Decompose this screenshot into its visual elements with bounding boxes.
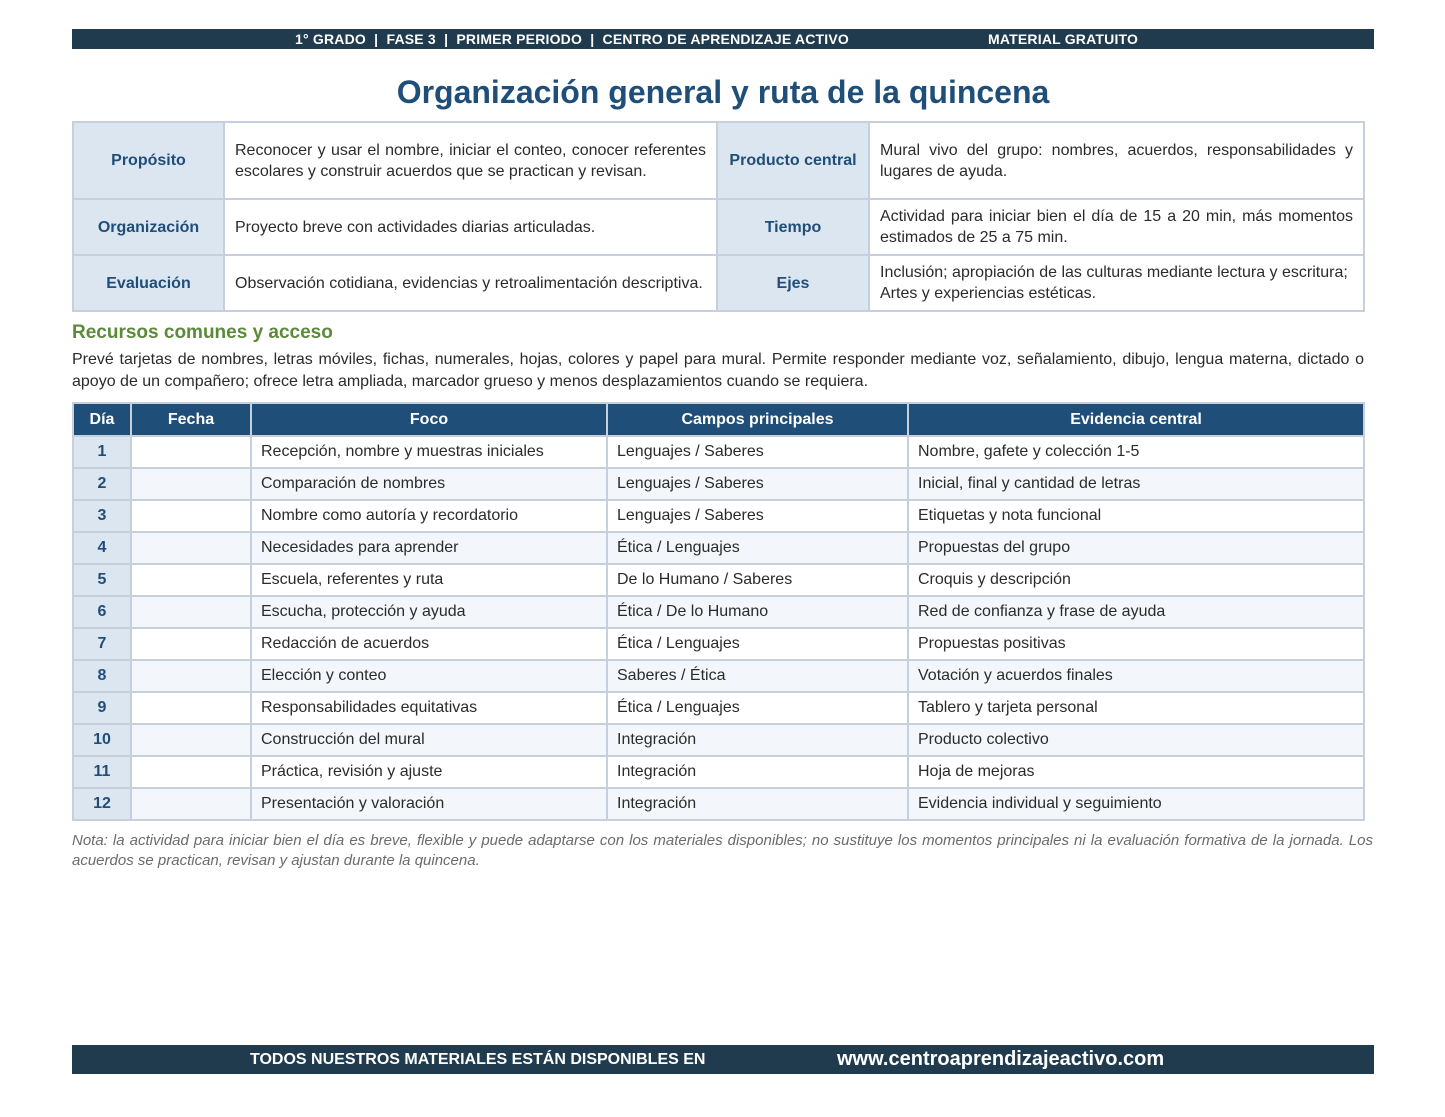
focus-cell: Necesidades para aprender bbox=[251, 532, 607, 564]
value-ejes: Inclusión; apropiación de las culturas mediante lectura y escritura; Artes y experiencias estéticas. bbox=[869, 255, 1364, 311]
route-table bbox=[72, 402, 1365, 821]
day-cell: 4 bbox=[73, 532, 131, 564]
table-row bbox=[73, 756, 1364, 788]
date-cell[interactable] bbox=[131, 564, 251, 596]
info-row-organizacion bbox=[73, 199, 1364, 255]
date-cell[interactable] bbox=[131, 788, 251, 820]
info-row-proposito bbox=[73, 122, 1364, 199]
day-cell: 9 bbox=[73, 692, 131, 724]
focus-cell: Presentación y valoración bbox=[251, 788, 607, 820]
focus-cell: Práctica, revisión y ajuste bbox=[251, 756, 607, 788]
label-producto-central: Producto central bbox=[717, 122, 869, 199]
evidence-cell: Nombre, gafete y colección 1-5 bbox=[908, 436, 1364, 468]
day-cell: 3 bbox=[73, 500, 131, 532]
day-cell: 10 bbox=[73, 724, 131, 756]
date-cell[interactable] bbox=[131, 724, 251, 756]
header-band bbox=[72, 29, 1374, 49]
table-row bbox=[73, 532, 1364, 564]
label-tiempo: Tiempo bbox=[717, 199, 869, 255]
evidence-cell: Croquis y descripción bbox=[908, 564, 1364, 596]
day-cell: 2 bbox=[73, 468, 131, 500]
date-cell[interactable] bbox=[131, 500, 251, 532]
date-cell[interactable] bbox=[131, 596, 251, 628]
date-cell[interactable] bbox=[131, 660, 251, 692]
table-row bbox=[73, 564, 1364, 596]
note: Nota: la actividad para iniciar bien el día es breve, flexible y puede adaptarse con los materiales disponibles; no sustituye los momentos principales ni la evaluación formativa de la jornada. Los acuerdos se practican, revisan y ajustan durante la quincena. bbox=[72, 832, 1373, 869]
evidence-cell: Evidencia individual y seguimiento bbox=[908, 788, 1364, 820]
label-evaluacion: Evaluación bbox=[73, 255, 224, 311]
footer-url[interactable]: www.centroaprendizajeactivo.com bbox=[837, 1048, 1165, 1070]
date-cell[interactable] bbox=[131, 436, 251, 468]
table-row bbox=[73, 660, 1364, 692]
focus-cell: Construcción del mural bbox=[251, 724, 607, 756]
label-ejes: Ejes bbox=[717, 255, 869, 311]
evidence-cell: Propuestas del grupo bbox=[908, 532, 1364, 564]
fields-cell: Integración bbox=[607, 788, 908, 820]
value-organizacion: Proyecto breve con actividades diarias articuladas. bbox=[224, 199, 717, 255]
focus-cell: Comparación de nombres bbox=[251, 468, 607, 500]
day-cell: 11 bbox=[73, 756, 131, 788]
info-row-evaluacion bbox=[73, 255, 1364, 311]
route-body bbox=[73, 436, 1364, 820]
header-free-material: MATERIAL GRATUITO bbox=[988, 31, 1139, 47]
day-cell: 12 bbox=[73, 788, 131, 820]
focus-cell: Escuela, referentes y ruta bbox=[251, 564, 607, 596]
table-row bbox=[73, 500, 1364, 532]
day-cell: 6 bbox=[73, 596, 131, 628]
focus-cell: Redacción de acuerdos bbox=[251, 628, 607, 660]
resources-text: Prevé tarjetas de nombres, letras móviles, fichas, numerales, hojas, colores y papel para mural. Permite responder mediante voz, señalamiento, dibujo, lengua materna, dictado o apoyo de un compañero; ofrece letra ampliada, marcador grueso y menos desplazamientos cuando se requiera. bbox=[72, 351, 1364, 390]
date-cell[interactable] bbox=[131, 692, 251, 724]
evidence-cell: Red de confianza y frase de ayuda bbox=[908, 596, 1364, 628]
focus-cell: Nombre como autoría y recordatorio bbox=[251, 500, 607, 532]
day-cell: 5 bbox=[73, 564, 131, 596]
fields-cell: Ética / De lo Humano bbox=[607, 596, 908, 628]
focus-cell: Responsabilidades equitativas bbox=[251, 692, 607, 724]
fields-cell: Lenguajes / Saberes bbox=[607, 468, 908, 500]
table-row bbox=[73, 596, 1364, 628]
fields-cell: Ética / Lenguajes bbox=[607, 532, 908, 564]
resources-heading: Recursos comunes y acceso bbox=[72, 322, 333, 343]
value-evaluacion: Observación cotidiana, evidencias y retroalimentación descriptiva. bbox=[224, 255, 717, 311]
fields-cell: Saberes / Ética bbox=[607, 660, 908, 692]
col-header-fecha: Fecha bbox=[131, 403, 251, 436]
date-cell[interactable] bbox=[131, 628, 251, 660]
table-row bbox=[73, 628, 1364, 660]
focus-cell: Recepción, nombre y muestras iniciales bbox=[251, 436, 607, 468]
value-tiempo: Actividad para iniciar bien el día de 15 a 20 min, más momentos estimados de 25 a 75 min. bbox=[869, 199, 1364, 255]
fields-cell: Integración bbox=[607, 724, 908, 756]
evidence-cell: Etiquetas y nota funcional bbox=[908, 500, 1364, 532]
evidence-cell: Producto colectivo bbox=[908, 724, 1364, 756]
date-cell[interactable] bbox=[131, 756, 251, 788]
evidence-cell: Inicial, final y cantidad de letras bbox=[908, 468, 1364, 500]
col-header-foco: Foco bbox=[251, 403, 607, 436]
col-header-dia: Día bbox=[73, 403, 131, 436]
fields-cell: Ética / Lenguajes bbox=[607, 628, 908, 660]
page-title: Organización general y ruta de la quincena bbox=[396, 74, 1050, 110]
table-row bbox=[73, 436, 1364, 468]
label-proposito: Propósito bbox=[73, 122, 224, 199]
footer-message: TODOS NUESTROS MATERIALES ESTÁN DISPONIBLES EN bbox=[250, 1051, 706, 1068]
fields-cell: Lenguajes / Saberes bbox=[607, 500, 908, 532]
day-cell: 1 bbox=[73, 436, 131, 468]
evidence-cell: Votación y acuerdos finales bbox=[908, 660, 1364, 692]
fields-cell: Integración bbox=[607, 756, 908, 788]
table-row bbox=[73, 692, 1364, 724]
date-cell[interactable] bbox=[131, 468, 251, 500]
evidence-cell: Tablero y tarjeta personal bbox=[908, 692, 1364, 724]
day-cell: 7 bbox=[73, 628, 131, 660]
evidence-cell: Hoja de mejoras bbox=[908, 756, 1364, 788]
evidence-cell: Propuestas positivas bbox=[908, 628, 1364, 660]
col-header-campos: Campos principales bbox=[607, 403, 908, 436]
fields-cell: Ética / Lenguajes bbox=[607, 692, 908, 724]
day-cell: 8 bbox=[73, 660, 131, 692]
footer-band bbox=[72, 1045, 1374, 1074]
date-cell[interactable] bbox=[131, 532, 251, 564]
fields-cell: De lo Humano / Saberes bbox=[607, 564, 908, 596]
focus-cell: Escucha, protección y ayuda bbox=[251, 596, 607, 628]
table-row bbox=[73, 724, 1364, 756]
info-table bbox=[72, 121, 1365, 312]
header-info: 1° GRADO | FASE 3 | PRIMER PERIODO | CENTRO DE APRENDIZAJE ACTIVO bbox=[295, 31, 850, 47]
label-organizacion: Organización bbox=[73, 199, 224, 255]
value-proposito: Reconocer y usar el nombre, iniciar el conteo, conocer referentes escolares y construir acuerdos que se practican y revisan. bbox=[224, 122, 717, 199]
col-header-evidencia: Evidencia central bbox=[908, 403, 1364, 436]
route-header-row bbox=[73, 403, 1364, 436]
table-row bbox=[73, 468, 1364, 500]
table-row bbox=[73, 788, 1364, 820]
fields-cell: Lenguajes / Saberes bbox=[607, 436, 908, 468]
value-producto-central: Mural vivo del grupo: nombres, acuerdos, responsabilidades y lugares de ayuda. bbox=[869, 122, 1364, 199]
focus-cell: Elección y conteo bbox=[251, 660, 607, 692]
